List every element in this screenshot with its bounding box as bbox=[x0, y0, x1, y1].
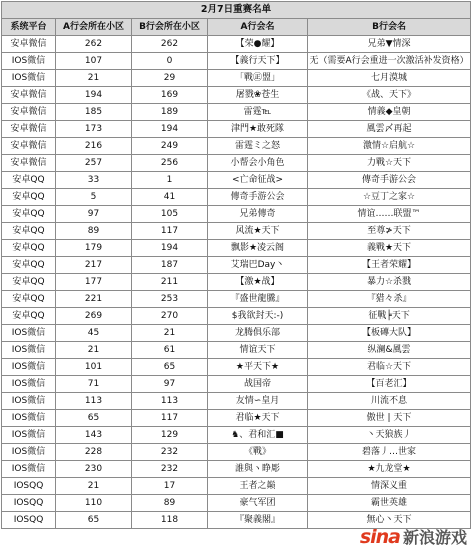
cell-platform: 安卓QQ bbox=[2, 257, 56, 274]
cell-a-guild: 小帮会小角色 bbox=[208, 155, 308, 172]
cell-platform: IOS微信 bbox=[2, 410, 56, 427]
table-row bbox=[2, 70, 471, 87]
cell-platform: IOS微信 bbox=[2, 53, 56, 70]
header-b-zone: B行会所在小区 bbox=[132, 19, 208, 36]
cell-a-zone: 217 bbox=[56, 257, 132, 274]
title-row bbox=[2, 2, 471, 19]
cell-a-zone: 71 bbox=[56, 376, 132, 393]
table-row bbox=[2, 410, 471, 427]
cell-a-guild: <亡命征战> bbox=[208, 172, 308, 189]
cell-b-zone: 262 bbox=[132, 36, 208, 53]
cell-b-guild: 風雲〆再起 bbox=[308, 121, 471, 138]
table-row bbox=[2, 172, 471, 189]
cell-b-guild: 無心丶天下 bbox=[308, 512, 471, 529]
cell-b-zone: 270 bbox=[132, 308, 208, 325]
cell-a-zone: 221 bbox=[56, 291, 132, 308]
table-row bbox=[2, 274, 471, 291]
cell-platform: IOS微信 bbox=[2, 342, 56, 359]
cell-b-zone: 249 bbox=[132, 138, 208, 155]
cell-b-zone: 253 bbox=[132, 291, 208, 308]
header-a-zone: A行会所在小区 bbox=[56, 19, 132, 36]
cell-b-guild: 情深义重 bbox=[308, 478, 471, 495]
cell-a-zone: 177 bbox=[56, 274, 132, 291]
cell-platform: IOS微信 bbox=[2, 444, 56, 461]
cell-a-zone: 194 bbox=[56, 87, 132, 104]
cell-a-guild: 龙腾俱乐部 bbox=[208, 325, 308, 342]
cell-a-zone: 45 bbox=[56, 325, 132, 342]
table-row bbox=[2, 478, 471, 495]
cell-b-guild: 征戰╞天下 bbox=[308, 308, 471, 325]
cell-platform: IOS微信 bbox=[2, 393, 56, 410]
cell-a-guild: 王者之巅 bbox=[208, 478, 308, 495]
cell-platform: IOS微信 bbox=[2, 376, 56, 393]
cell-b-zone: 105 bbox=[132, 206, 208, 223]
cell-b-zone: 232 bbox=[132, 461, 208, 478]
sheet-title: 2月7日重赛名单 bbox=[2, 2, 471, 19]
cell-b-guild: 君临☆天下 bbox=[308, 359, 471, 376]
cell-a-zone: 216 bbox=[56, 138, 132, 155]
cell-b-zone: 21 bbox=[132, 325, 208, 342]
cell-a-guild: 【激★战】 bbox=[208, 274, 308, 291]
table-row bbox=[2, 444, 471, 461]
header-row bbox=[2, 19, 471, 36]
cell-a-zone: 5 bbox=[56, 189, 132, 206]
cell-a-guild: 『聚義閣』 bbox=[208, 512, 308, 529]
cell-a-guild: 君临★天下 bbox=[208, 410, 308, 427]
cell-a-zone: 269 bbox=[56, 308, 132, 325]
table-row bbox=[2, 155, 471, 172]
cell-a-guild: 豪气军团 bbox=[208, 495, 308, 512]
cell-a-guild: 津門★敢死隊 bbox=[208, 121, 308, 138]
cell-platform: 安卓微信 bbox=[2, 138, 56, 155]
cell-platform: 安卓QQ bbox=[2, 223, 56, 240]
cell-a-guild: 飘影★凌云阁 bbox=[208, 240, 308, 257]
cell-a-guild: 「戰㊣盟」 bbox=[208, 70, 308, 87]
cell-platform: 安卓QQ bbox=[2, 240, 56, 257]
cell-platform: 安卓QQ bbox=[2, 274, 56, 291]
cell-platform: 安卓微信 bbox=[2, 87, 56, 104]
cell-platform: IOSQQ bbox=[2, 495, 56, 512]
cell-b-guild: 无（需要A行会重进一次激活补发资格） bbox=[308, 53, 471, 70]
cell-a-guild: 【荣●耀】 bbox=[208, 36, 308, 53]
cell-platform: 安卓QQ bbox=[2, 291, 56, 308]
cell-b-guild: 至尊≯天下 bbox=[308, 223, 471, 240]
cell-a-zone: 113 bbox=[56, 393, 132, 410]
cell-a-guild: 『盛世龍騰』 bbox=[208, 291, 308, 308]
cell-b-zone: 129 bbox=[132, 427, 208, 444]
cell-platform: 安卓微信 bbox=[2, 121, 56, 138]
table-row bbox=[2, 393, 471, 410]
table-row bbox=[2, 36, 471, 53]
cell-a-zone: 89 bbox=[56, 223, 132, 240]
cell-a-zone: 173 bbox=[56, 121, 132, 138]
cell-a-guild: 风流★天下 bbox=[208, 223, 308, 240]
cell-b-zone: 232 bbox=[132, 444, 208, 461]
cell-b-guild: 力戰☆天下 bbox=[308, 155, 471, 172]
cell-a-zone: 21 bbox=[56, 70, 132, 87]
cell-b-guild: 義戰★天下 bbox=[308, 240, 471, 257]
roster-table bbox=[1, 1, 471, 529]
cell-b-zone: 29 bbox=[132, 70, 208, 87]
cell-platform: IOS微信 bbox=[2, 359, 56, 376]
cell-platform: IOS微信 bbox=[2, 70, 56, 87]
cell-a-guild: ♞、君和汇■ bbox=[208, 427, 308, 444]
cell-platform: 安卓微信 bbox=[2, 155, 56, 172]
cell-b-guild: 七月漠城 bbox=[308, 70, 471, 87]
cell-a-zone: 228 bbox=[56, 444, 132, 461]
roster-sheet bbox=[1, 1, 470, 529]
cell-b-zone: 61 bbox=[132, 342, 208, 359]
cell-a-guild: $我欲封天:-) bbox=[208, 308, 308, 325]
cell-platform: 安卓微信 bbox=[2, 36, 56, 53]
table-row bbox=[2, 87, 471, 104]
cell-a-guild: 雷霆℡ bbox=[208, 104, 308, 121]
cell-b-guild: ☆豆丁之家☆ bbox=[308, 189, 471, 206]
cell-b-zone: 1 bbox=[132, 172, 208, 189]
cell-b-zone: 117 bbox=[132, 410, 208, 427]
cell-b-zone: 41 bbox=[132, 189, 208, 206]
cell-b-zone: 194 bbox=[132, 240, 208, 257]
table-row bbox=[2, 121, 471, 138]
table-row bbox=[2, 189, 471, 206]
cell-platform: 安卓QQ bbox=[2, 189, 56, 206]
cell-platform: IOSQQ bbox=[2, 512, 56, 529]
cell-platform: 安卓QQ bbox=[2, 206, 56, 223]
cell-b-zone: 194 bbox=[132, 121, 208, 138]
cell-a-guild: 誰與ヽ睁彫 bbox=[208, 461, 308, 478]
cell-a-guild: 兄弟傳奇 bbox=[208, 206, 308, 223]
cell-a-guild: 战国帝 bbox=[208, 376, 308, 393]
cell-a-zone: 262 bbox=[56, 36, 132, 53]
cell-a-zone: 257 bbox=[56, 155, 132, 172]
cell-b-guild: 『猎々杀』 bbox=[308, 291, 471, 308]
watermark-text: 新浪游戏 bbox=[402, 528, 467, 547]
cell-b-guild: 情義◆皇朝 bbox=[308, 104, 471, 121]
cell-platform: 安卓微信 bbox=[2, 104, 56, 121]
table-row bbox=[2, 223, 471, 240]
cell-b-zone: 0 bbox=[132, 53, 208, 70]
cell-a-zone: 101 bbox=[56, 359, 132, 376]
cell-a-guild: 艾瑞巴Day丶 bbox=[208, 257, 308, 274]
cell-b-zone: 17 bbox=[132, 478, 208, 495]
cell-b-guild: 兄弟▼情深 bbox=[308, 36, 471, 53]
table-row bbox=[2, 325, 471, 342]
table-row bbox=[2, 376, 471, 393]
cell-b-zone: 113 bbox=[132, 393, 208, 410]
table-row bbox=[2, 104, 471, 121]
cell-a-guild: 【義行天下】 bbox=[208, 53, 308, 70]
cell-a-guild: 傳奇手游公会 bbox=[208, 189, 308, 206]
header-platform: 系统平台 bbox=[2, 19, 56, 36]
cell-b-guild: 霸世英雄 bbox=[308, 495, 471, 512]
cell-b-zone: 117 bbox=[132, 223, 208, 240]
cell-b-zone: 97 bbox=[132, 376, 208, 393]
cell-b-zone: 89 bbox=[132, 495, 208, 512]
cell-b-guild: 情谊……联盟™ bbox=[308, 206, 471, 223]
cell-b-guild: 碧落丿…世家 bbox=[308, 444, 471, 461]
table-row bbox=[2, 342, 471, 359]
cell-a-guild: 屠戮❀苍生 bbox=[208, 87, 308, 104]
cell-b-guild: 傲世 | 天下 bbox=[308, 410, 471, 427]
cell-b-guild: 纵澜&風雲 bbox=[308, 342, 471, 359]
cell-b-guild: 【百老汇】 bbox=[308, 376, 471, 393]
sina-logo-icon: sina bbox=[359, 525, 400, 548]
cell-b-guild: ★九龙堂★ bbox=[308, 461, 471, 478]
cell-a-zone: 21 bbox=[56, 478, 132, 495]
cell-platform: IOS微信 bbox=[2, 427, 56, 444]
table-row bbox=[2, 206, 471, 223]
table-row bbox=[2, 461, 471, 478]
cell-b-zone: 189 bbox=[132, 104, 208, 121]
cell-a-zone: 143 bbox=[56, 427, 132, 444]
cell-a-zone: 97 bbox=[56, 206, 132, 223]
cell-a-guild: 友情∽皇月 bbox=[208, 393, 308, 410]
cell-a-zone: 185 bbox=[56, 104, 132, 121]
cell-b-guild: 【板磚大队】 bbox=[308, 325, 471, 342]
table-row bbox=[2, 427, 471, 444]
header-b-guild: B行会名 bbox=[308, 19, 471, 36]
header-a-guild: A行会名 bbox=[208, 19, 308, 36]
cell-platform: 安卓QQ bbox=[2, 308, 56, 325]
table-row bbox=[2, 240, 471, 257]
sina-games-watermark bbox=[360, 525, 467, 548]
cell-b-guild: 《战、天下》 bbox=[308, 87, 471, 104]
cell-b-zone: 118 bbox=[132, 512, 208, 529]
cell-a-zone: 65 bbox=[56, 410, 132, 427]
cell-b-zone: 256 bbox=[132, 155, 208, 172]
cell-b-guild: 傳奇手游公会 bbox=[308, 172, 471, 189]
cell-a-zone: 33 bbox=[56, 172, 132, 189]
table-row bbox=[2, 291, 471, 308]
cell-platform: IOS微信 bbox=[2, 325, 56, 342]
table-row bbox=[2, 359, 471, 376]
cell-a-zone: 230 bbox=[56, 461, 132, 478]
cell-a-zone: 107 bbox=[56, 53, 132, 70]
cell-a-zone: 65 bbox=[56, 512, 132, 529]
cell-b-zone: 187 bbox=[132, 257, 208, 274]
cell-b-zone: 169 bbox=[132, 87, 208, 104]
table-row bbox=[2, 495, 471, 512]
cell-platform: IOS微信 bbox=[2, 461, 56, 478]
cell-b-guild: 激情☆启航☆ bbox=[308, 138, 471, 155]
cell-a-guild: 情谊天下 bbox=[208, 342, 308, 359]
cell-a-guild: 雷霆ミ之怒 bbox=[208, 138, 308, 155]
cell-a-guild: ★平天下★ bbox=[208, 359, 308, 376]
cell-a-zone: 110 bbox=[56, 495, 132, 512]
table-row bbox=[2, 257, 471, 274]
cell-b-zone: 211 bbox=[132, 274, 208, 291]
cell-b-zone: 65 bbox=[132, 359, 208, 376]
table-row bbox=[2, 308, 471, 325]
cell-b-guild: 丶天狼族丿 bbox=[308, 427, 471, 444]
cell-b-guild: 【王者荣耀】 bbox=[308, 257, 471, 274]
table-row bbox=[2, 53, 471, 70]
cell-b-guild: 川流不息 bbox=[308, 393, 471, 410]
table-row bbox=[2, 138, 471, 155]
cell-platform: IOSQQ bbox=[2, 478, 56, 495]
cell-b-guild: 暴力☆杀戮 bbox=[308, 274, 471, 291]
cell-a-guild: 《戰》 bbox=[208, 444, 308, 461]
cell-platform: 安卓QQ bbox=[2, 172, 56, 189]
cell-a-zone: 21 bbox=[56, 342, 132, 359]
cell-a-zone: 179 bbox=[56, 240, 132, 257]
